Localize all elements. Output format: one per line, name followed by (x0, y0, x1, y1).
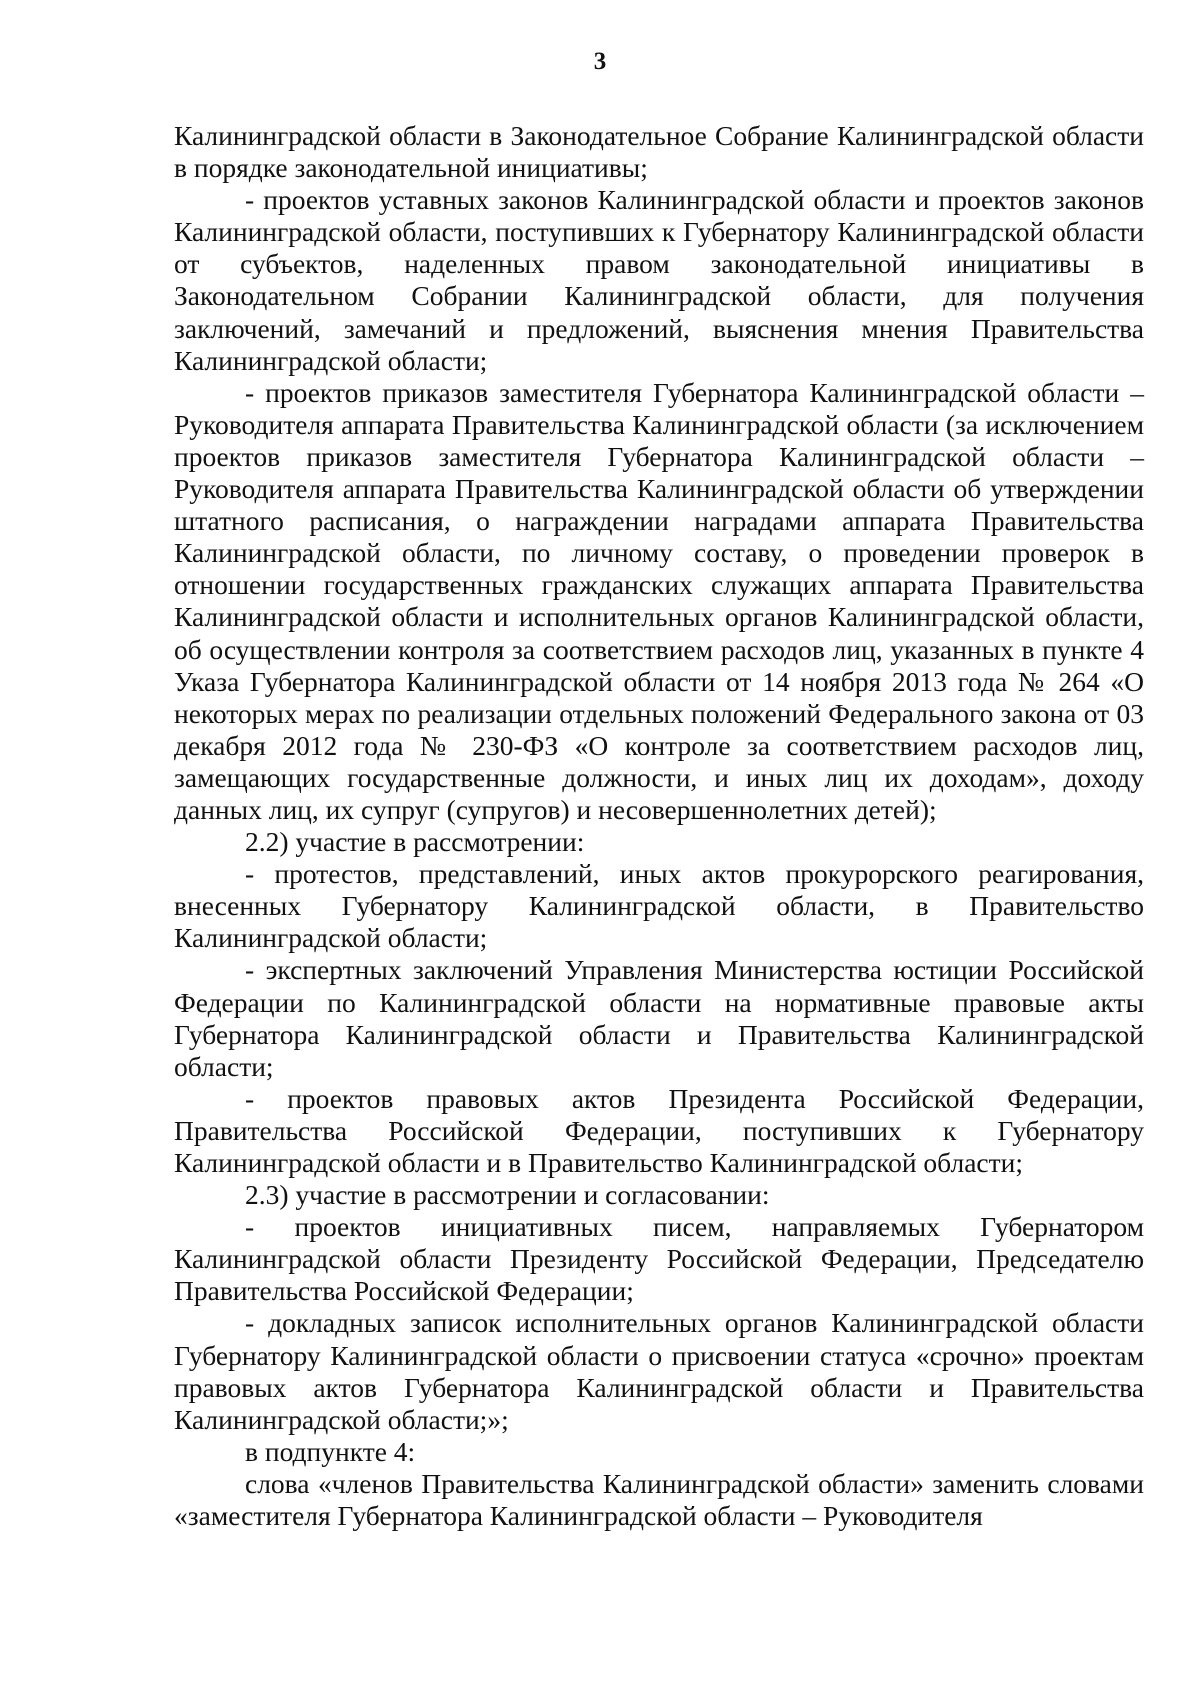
page-number: 3 (593, 48, 607, 75)
document-body (174, 120, 1144, 1532)
paragraph-continuation: Калининградской области в Законодательное Собрание Калининградской области в порядке законодательной инициативы; (174, 120, 1144, 184)
paragraph-order-drafts: - проектов приказов заместителя Губернатора Калининградской области – Руководителя аппарата Правительства Калининградской области (за исключением проектов приказов заместителя Губернатора Калининградской области – Руководителя аппарата Правительства Калининградской области об утверждении штатного расписания, о награждении наградами аппарата Правительства Калининградской области, по личному составу, о проведении проверок в отношении государственных гражданских служащих аппарата Правительства Калининградской области и исполнительных органов Калининградской области, об осуществлении контроля за соответствием расходов лиц, указанных в пункте 4 Указа Губернатора Калининградской области от 14 ноября 2013 года № 264 «О некоторых мерах по реализации отдельных положений Федерального закона от 03 декабря 2012 года № 230-ФЗ «О контроле за соответствием расходов лиц, замещающих государственные должности, и иных лиц их доходам», доходу данных лиц, их супруг (супругов) и несовершеннолетних детей); (174, 376, 1144, 825)
paragraph-protests: - протестов, представлений, иных актов прокурорского реагирования, внесенных Губернатору Калининградской области, в Правительство Калининградской области; (174, 858, 1144, 954)
paragraph-initiative-letters: - проектов инициативных писем, направляемых Губернатором Калининградской области Президенту Российской Федерации, Председателю Правительства Российской Федерации; (174, 1211, 1144, 1307)
paragraph-replace-words: слова «членов Правительства Калининградской области» заменить словами «заместителя Губернатора Калининградской области – Руководителя (174, 1467, 1144, 1532)
paragraph-subitem-2-2: 2.2) участие в рассмотрении: (245, 826, 585, 858)
paragraph-subitem-2-3: 2.3) участие в рассмотрении и согласовании: (245, 1179, 770, 1211)
paragraph-statute-drafts: - проектов уставных законов Калининградской области и проектов законов Калининградской области, поступивших к Губернатору Калининградской области от субъектов, наделенных правом законодательной инициативы в Законодательном Собрании Калининградской области, для получения заключений, замечаний и предложений, выяснения мнения Правительства Калининградской области; (174, 184, 1144, 376)
paragraph-memos: - докладных записок исполнительных органов Калининградской области Губернатору Калининградской области о присвоении статуса «срочно» проектам правовых актов Губернатора Калининградской области и Правительства Калининградской области;»; (174, 1307, 1144, 1435)
paragraph-subpoint-4: в подпункте 4: (245, 1435, 416, 1467)
paragraph-expert-conclusions: - экспертных заключений Управления Министерства юстиции Российской Федерации по Калининградской области на нормативные правовые акты Губернатора Калининградской области и Правительства Калининградской области; (174, 954, 1144, 1082)
paragraph-federal-act-drafts: - проектов правовых актов Президента Российской Федерации, Правительства Российской Федерации, поступивших к Губернатору Калининградской области и в Правительство Калининградской области; (174, 1082, 1144, 1178)
